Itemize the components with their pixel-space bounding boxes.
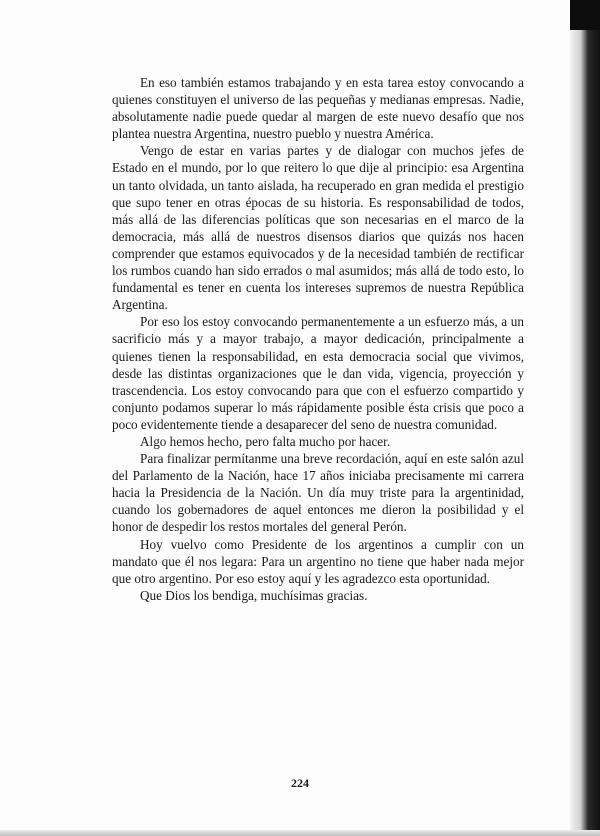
paragraph-6: Hoy vuelvo como Presidente de los argentinos a cumplir con un mandato que él nos legara: Para un argentino no tiene que haber nada mejor que otro argentino. Por eso estoy aquí y les agradezco esta oportunidad. (112, 536, 524, 586)
scan-edge-shadow (570, 0, 600, 836)
paragraph-1: En eso también estamos trabajando y en esta tarea estoy convocando a quienes constituyen el universo de las pequeñas y medianas empresas. Nadie, absolutamente nadie puede quedar al margen de este nuevo desafío que nos plantea nuestra Argentina, nuestro pueblo y nuestra América. (112, 75, 524, 142)
paragraph-5: Para finalizar permítanme una breve recordación, aquí en este salón azul del Parlamento de la Nación, hace 17 años iniciaba precisamente mi carrera hacia la Presidencia de la Nación. Un día muy triste para la argentinidad, cuando los gobernadores de aquel entonces me dieron la posibilidad y el honor de despedir los restos mortales del general Perón. (112, 451, 524, 535)
body-text (112, 74, 524, 604)
page-number: 224 (291, 776, 309, 790)
paragraph-3: Por eso los estoy convocando permanentemente a un esfuerzo más, a un sacrificio más y a mayor trabajo, a mayor dedicación, principalmente a quienes tienen la responsabilidad, en esta democracia social que vivimos, desde las distintas organizaciones que le dan vida, vigencia, proyección y trascendencia. Los estoy convocando para que con el esfuerzo compartido y conjunto podamos superar lo más rápidamente posible ésta crisis que poco a poco evidentemente tiende a desaparecer del seno de nuestra comunidad. (112, 314, 524, 432)
scan-bottom-edge (0, 830, 600, 836)
paragraph-2: Vengo de estar en varias partes y de dialogar con muchos jefes de Estado en el mundo, por lo que reitero lo que dije al principio: esa Argentina un tanto olvidada, un tanto aislada, ha recuperado en gran medida el prestigio que supo tener en otras épocas de su historia. Es responsabilidad de todos, más allá de las diferencias políticas que son necesarias en el marco de la democracia, más allá de nuestros disensos diarios que quizás nos hacen comprender que estamos equivocados y de la necesidad también de rectificar los rumbos cuando han sido errados o mal asumidos; más allá de todo esto, lo fundamental es tener en cuenta los intereses supremos de nuestra República Argentina. (112, 143, 524, 313)
paragraph-7: Que Dios los bendiga, muchísimas gracias. (140, 587, 368, 603)
scan-corner-shadow (570, 0, 600, 30)
paragraph-4: Algo hemos hecho, pero falta mucho por hacer. (140, 433, 391, 449)
